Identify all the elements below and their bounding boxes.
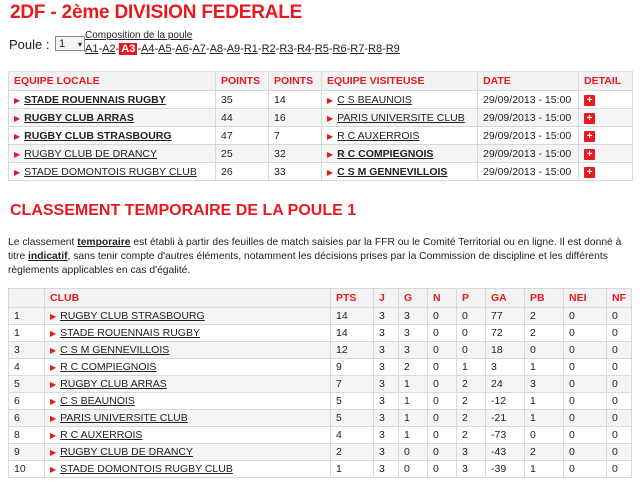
ranking-row (9, 444, 632, 461)
home-points: 44 (216, 109, 269, 127)
triangle-right-icon: ▶ (50, 329, 57, 338)
away-team-cell (322, 127, 478, 145)
poule-link-a5[interactable]: A5 (158, 43, 172, 55)
pts-cell: 9 (331, 359, 374, 376)
triangle-right-icon: ▶ (327, 113, 334, 123)
header-ga: GA (486, 289, 525, 308)
nei-cell: 0 (564, 376, 607, 393)
triangle-right-icon: ▶ (50, 312, 57, 321)
g-cell: 3 (399, 325, 428, 342)
club-cell (45, 410, 331, 427)
match-date: 29/09/2013 - 15:00 (478, 91, 579, 109)
poule-link-a1[interactable]: A1 (85, 43, 99, 55)
away-team-link[interactable]: C S M GENNEVILLOIS (337, 165, 448, 178)
ranking-row (9, 376, 632, 393)
club-link[interactable]: STADE ROUENNAIS RUGBY (60, 327, 200, 339)
match-row (9, 109, 633, 127)
home-points: 47 (216, 127, 269, 145)
home-team-link[interactable]: STADE ROUENNAIS RUGBY (24, 93, 166, 106)
nei-cell: 0 (564, 393, 607, 410)
nei-cell: 0 (564, 308, 607, 325)
nei-cell: 0 (564, 342, 607, 359)
pb-cell: 1 (525, 410, 564, 427)
ranking-row (9, 308, 632, 325)
link-separator: - (115, 43, 120, 55)
home-team-link[interactable]: STADE DOMONTOIS RUGBY CLUB (24, 165, 197, 178)
matches-table (8, 71, 633, 181)
poule-link-a9[interactable]: A9 (226, 43, 241, 55)
rank-cell: 1 (9, 325, 45, 342)
pb-cell: 1 (525, 461, 564, 478)
plus-icon[interactable]: + (584, 149, 595, 160)
triangle-right-icon: ▶ (327, 95, 334, 105)
p-cell: 2 (457, 410, 486, 427)
page-title: 2DF - 2ème DIVISION FEDERALE (10, 2, 303, 23)
nf-cell: 0 (607, 410, 632, 427)
n-cell: 0 (428, 427, 457, 444)
ranking-row (9, 427, 632, 444)
j-cell: 3 (374, 427, 399, 444)
nf-cell: 0 (607, 325, 632, 342)
j-cell: 3 (374, 444, 399, 461)
match-date: 29/09/2013 - 15:00 (478, 163, 579, 181)
header-pts: PTS (331, 289, 374, 308)
club-cell (45, 308, 331, 325)
home-team-cell (9, 127, 216, 145)
poule-link-r4[interactable]: R4 (297, 43, 312, 55)
home-points: 25 (216, 145, 269, 163)
intro-emphasis-temporaire: temporaire (77, 237, 131, 248)
pb-cell: 0 (525, 427, 564, 444)
pts-cell: 2 (331, 444, 374, 461)
intro-text-1: Le classement (8, 237, 78, 248)
header-nei: NEI (564, 289, 607, 308)
match-date: 29/09/2013 - 15:00 (478, 145, 579, 163)
pts-cell: 5 (331, 393, 374, 410)
poule-link-a6[interactable]: A6 (175, 43, 189, 55)
header-detail: DETAIL (579, 72, 633, 91)
triangle-right-icon: ▶ (14, 149, 21, 159)
header-away-team: EQUIPE VISITEUSE (322, 72, 478, 91)
home-team-cell (9, 163, 216, 181)
pb-cell: 2 (525, 308, 564, 325)
pts-cell: 12 (331, 342, 374, 359)
header-n: N (428, 289, 457, 308)
chevron-down-icon: ▾ (77, 40, 82, 49)
link-separator: - (171, 43, 176, 55)
nf-cell: 0 (607, 308, 632, 325)
poule-link-r5[interactable]: R5 (314, 43, 329, 55)
triangle-right-icon: ▶ (50, 397, 57, 406)
link-separator: - (328, 43, 333, 55)
triangle-right-icon: ▶ (14, 113, 21, 123)
triangle-right-icon: ▶ (50, 414, 57, 423)
nf-cell: 0 (607, 461, 632, 478)
triangle-right-icon: ▶ (327, 149, 334, 159)
away-team-cell (322, 163, 478, 181)
j-cell: 3 (374, 376, 399, 393)
club-cell (45, 393, 331, 410)
pts-cell: 5 (331, 410, 374, 427)
nei-cell: 0 (564, 444, 607, 461)
ga-cell: 3 (486, 359, 525, 376)
pb-cell: 3 (525, 376, 564, 393)
link-separator: - (257, 43, 262, 55)
nei-cell: 0 (564, 410, 607, 427)
plus-icon[interactable]: + (584, 113, 595, 124)
away-points: 33 (269, 163, 322, 181)
club-cell (45, 376, 331, 393)
nf-cell: 0 (607, 393, 632, 410)
link-separator: - (223, 43, 227, 55)
n-cell: 0 (428, 325, 457, 342)
poule-link-a3[interactable]: A3 (121, 43, 136, 55)
p-cell: 2 (457, 427, 486, 444)
poule-link-r2[interactable]: R2 (261, 43, 276, 55)
ranking-row (9, 359, 632, 376)
ga-cell: 77 (486, 308, 525, 325)
header-nf: NF (607, 289, 632, 308)
nei-cell: 0 (564, 461, 607, 478)
header-j: J (374, 289, 399, 308)
rank-cell: 10 (9, 461, 45, 478)
away-team-cell (322, 109, 478, 127)
n-cell: 0 (428, 359, 457, 376)
triangle-right-icon: ▶ (50, 448, 57, 457)
away-team-cell (322, 91, 478, 109)
link-separator: - (137, 43, 142, 55)
pb-cell: 1 (525, 359, 564, 376)
ranking-row (9, 393, 632, 410)
g-cell: 0 (399, 461, 428, 478)
link-separator: - (346, 43, 351, 55)
triangle-right-icon: ▶ (327, 131, 334, 141)
poule-link-r6[interactable]: R6 (332, 43, 347, 55)
poule-link-a8[interactable]: A8 (209, 43, 224, 55)
rank-cell: 5 (9, 376, 45, 393)
club-cell (45, 342, 331, 359)
match-date: 29/09/2013 - 15:00 (478, 127, 579, 145)
n-cell: 0 (428, 461, 457, 478)
header-home-team: EQUIPE LOCALE (9, 72, 216, 91)
link-separator: - (98, 43, 103, 55)
triangle-right-icon: ▶ (50, 380, 57, 389)
detail-cell (579, 127, 633, 145)
triangle-right-icon: ▶ (14, 167, 21, 177)
club-link[interactable]: R C AUXERROIS (60, 429, 143, 441)
header-club: CLUB (45, 289, 331, 308)
ranking-row (9, 410, 632, 427)
classement-intro (8, 236, 632, 278)
j-cell: 3 (374, 308, 399, 325)
j-cell: 3 (374, 410, 399, 427)
poule-link-r9[interactable]: R9 (385, 43, 400, 55)
link-separator: - (275, 43, 280, 55)
link-separator: - (205, 43, 210, 55)
rank-cell: 8 (9, 427, 45, 444)
poule-link-r7[interactable]: R7 (350, 43, 365, 55)
ga-cell: 24 (486, 376, 525, 393)
g-cell: 2 (399, 359, 428, 376)
pts-cell: 14 (331, 308, 374, 325)
club-link[interactable]: C S BEAUNOIS (60, 395, 135, 407)
header-date: DATE (478, 72, 579, 91)
n-cell: 0 (428, 308, 457, 325)
plus-icon[interactable]: + (584, 167, 595, 178)
g-cell: 1 (399, 376, 428, 393)
pts-cell: 14 (331, 325, 374, 342)
ga-cell: -21 (486, 410, 525, 427)
home-team-link[interactable]: RUGBY CLUB DE DRANCY (24, 147, 157, 160)
ga-cell: 18 (486, 342, 525, 359)
rank-cell: 1 (9, 308, 45, 325)
g-cell: 3 (399, 342, 428, 359)
nf-cell: 0 (607, 359, 632, 376)
pb-cell: 0 (525, 342, 564, 359)
away-points: 16 (269, 109, 322, 127)
g-cell: 1 (399, 427, 428, 444)
detail-cell (579, 109, 633, 127)
away-team-link[interactable]: PARIS UNIVERSITE CLUB (337, 111, 465, 124)
rank-cell: 6 (9, 410, 45, 427)
poule-link-r3[interactable]: R3 (279, 43, 294, 55)
away-team-cell (322, 145, 478, 163)
poule-dropdown-value: 1 (59, 38, 66, 50)
poule-link-a4[interactable]: A4 (141, 43, 155, 55)
j-cell: 3 (374, 461, 399, 478)
club-link[interactable]: RUGBY CLUB STRASBOURG (60, 310, 205, 322)
link-separator: - (364, 43, 368, 55)
link-separator: - (293, 43, 298, 55)
header-home-points: POINTS (216, 72, 269, 91)
triangle-right-icon: ▶ (14, 131, 21, 141)
nei-cell: 0 (564, 359, 607, 376)
pts-cell: 4 (331, 427, 374, 444)
ranking-row (9, 342, 632, 359)
matches-header-row (9, 72, 633, 91)
header-p: P (457, 289, 486, 308)
poule-link-a2[interactable]: A2 (102, 43, 116, 55)
triangle-right-icon: ▶ (50, 431, 57, 440)
detail-cell (579, 163, 633, 181)
header-rank (9, 289, 45, 308)
ranking-row (9, 461, 632, 478)
triangle-right-icon: ▶ (50, 363, 57, 372)
away-points: 32 (269, 145, 322, 163)
away-team-link[interactable]: R C COMPIEGNOIS (337, 147, 434, 160)
nei-cell: 0 (564, 325, 607, 342)
triangle-right-icon: ▶ (327, 167, 334, 177)
header-pb: PB (525, 289, 564, 308)
ranking-row (9, 325, 632, 342)
nf-cell: 0 (607, 342, 632, 359)
away-team-link[interactable]: C S BEAUNOIS (337, 93, 412, 106)
match-row (9, 91, 633, 109)
club-link[interactable]: C S M GENNEVILLOIS (60, 344, 170, 356)
rank-cell: 3 (9, 342, 45, 359)
p-cell: 3 (457, 461, 486, 478)
nf-cell: 0 (607, 376, 632, 393)
p-cell: 3 (457, 444, 486, 461)
club-cell (45, 427, 331, 444)
intro-text-3: , sans tenir compte d'autres éléments, notamment les décisions prises par la Commission de discipline et les différents règlements applicables en cas d'égalité. (8, 251, 608, 276)
header-away-points: POINTS (269, 72, 322, 91)
j-cell: 3 (374, 393, 399, 410)
composition-link[interactable]: Composition de la poule (85, 30, 193, 41)
pts-cell: 1 (331, 461, 374, 478)
rank-cell: 9 (9, 444, 45, 461)
home-team-cell (9, 109, 216, 127)
triangle-right-icon: ▶ (14, 95, 21, 105)
away-points: 14 (269, 91, 322, 109)
j-cell: 3 (374, 325, 399, 342)
poule-dropdown[interactable] (55, 36, 85, 51)
nf-cell: 0 (607, 444, 632, 461)
detail-cell (579, 145, 633, 163)
match-row (9, 145, 633, 163)
club-link[interactable]: STADE DOMONTOIS RUGBY CLUB (60, 463, 233, 475)
p-cell: 2 (457, 376, 486, 393)
plus-icon[interactable]: + (584, 131, 595, 142)
home-team-link[interactable]: RUGBY CLUB ARRAS (24, 111, 134, 124)
link-separator: - (188, 43, 193, 55)
triangle-right-icon: ▶ (50, 465, 57, 474)
pb-cell: 2 (525, 325, 564, 342)
ranking-header-row (9, 289, 632, 308)
header-g: G (399, 289, 428, 308)
n-cell: 0 (428, 342, 457, 359)
club-cell (45, 325, 331, 342)
poule-link-r1[interactable]: R1 (243, 43, 258, 55)
home-points: 26 (216, 163, 269, 181)
p-cell: 2 (457, 393, 486, 410)
club-cell (45, 444, 331, 461)
poule-label: Poule : (9, 37, 50, 52)
ga-cell: -73 (486, 427, 525, 444)
club-link[interactable]: PARIS UNIVERSITE CLUB (60, 412, 188, 424)
g-cell: 0 (399, 444, 428, 461)
club-link[interactable]: RUGBY CLUB ARRAS (60, 378, 167, 390)
home-team-cell (9, 145, 216, 163)
g-cell: 1 (399, 393, 428, 410)
n-cell: 0 (428, 444, 457, 461)
away-points: 7 (269, 127, 322, 145)
ga-cell: -43 (486, 444, 525, 461)
g-cell: 1 (399, 410, 428, 427)
link-separator: - (311, 43, 315, 55)
p-cell: 0 (457, 308, 486, 325)
n-cell: 0 (428, 410, 457, 427)
n-cell: 0 (428, 393, 457, 410)
link-separator: - (240, 43, 244, 55)
pb-cell: 1 (525, 393, 564, 410)
plus-icon[interactable]: + (584, 95, 595, 106)
pts-cell: 7 (331, 376, 374, 393)
j-cell: 3 (374, 342, 399, 359)
match-row (9, 127, 633, 145)
poule-link-a7[interactable]: A7 (192, 43, 206, 55)
intro-text-2: est établi à partir des feuilles de match saisies par la FFR ou le Comité Territorial ou en ligne. Il est donné à titre (8, 237, 622, 262)
ga-cell: 72 (486, 325, 525, 342)
classement-title: CLASSEMENT TEMPORAIRE DE LA POULE 1 (10, 202, 357, 219)
away-team-link[interactable]: R C AUXERROIS (337, 129, 420, 142)
p-cell: 1 (457, 359, 486, 376)
poule-link-r8[interactable]: R8 (368, 43, 383, 55)
pb-cell: 2 (525, 444, 564, 461)
g-cell: 3 (399, 308, 428, 325)
nf-cell: 0 (607, 427, 632, 444)
p-cell: 0 (457, 325, 486, 342)
nei-cell: 0 (564, 427, 607, 444)
ranking-table (8, 288, 632, 478)
match-row (9, 163, 633, 181)
club-cell (45, 359, 331, 376)
club-link[interactable]: RUGBY CLUB DE DRANCY (60, 446, 193, 458)
match-date: 29/09/2013 - 15:00 (478, 109, 579, 127)
club-cell (45, 461, 331, 478)
home-team-link[interactable]: RUGBY CLUB STRASBOURG (24, 129, 172, 142)
home-team-cell (9, 91, 216, 109)
detail-cell (579, 91, 633, 109)
rank-cell: 6 (9, 393, 45, 410)
rank-cell: 4 (9, 359, 45, 376)
ga-cell: -12 (486, 393, 525, 410)
intro-emphasis-indicatif: indicatif (28, 251, 68, 262)
link-separator: - (382, 43, 386, 55)
p-cell: 0 (457, 342, 486, 359)
triangle-right-icon: ▶ (50, 346, 57, 355)
club-link[interactable]: R C COMPIEGNOIS (60, 361, 157, 373)
n-cell: 0 (428, 376, 457, 393)
j-cell: 3 (374, 359, 399, 376)
home-points: 35 (216, 91, 269, 109)
poule-links (85, 43, 400, 55)
ga-cell: -39 (486, 461, 525, 478)
link-separator: - (154, 43, 159, 55)
